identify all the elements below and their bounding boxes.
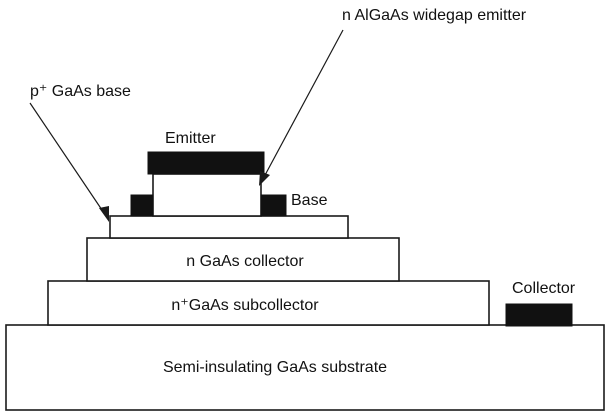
emitter-callout-arrow-line (264, 30, 343, 177)
emitter-layer-callout: n AlGaAs widegap emitter (342, 7, 527, 24)
substrate-label: Semi-insulating GaAs substrate (162, 359, 388, 376)
base-callout-arrowhead-icon (99, 206, 109, 222)
base-contact-right (261, 195, 286, 216)
collector-contact-label: Collector (512, 280, 576, 297)
emitter-contact-label: Emitter (165, 130, 216, 147)
base-callout-arrow-line (30, 103, 104, 213)
emitter-callout-arrowhead-icon (259, 171, 270, 186)
collector-label: n GaAs collector (186, 253, 304, 270)
base-layer-callout: p⁺ GaAs base (30, 83, 131, 100)
emitter-mesa (153, 174, 261, 216)
base-contact-label: Base (291, 192, 328, 209)
subcollector-label: n⁺GaAs subcollector (171, 297, 319, 314)
collector-contact (506, 304, 572, 326)
emitter-contact (148, 152, 264, 174)
base-layer (110, 216, 348, 238)
base-contact-left (131, 195, 153, 216)
